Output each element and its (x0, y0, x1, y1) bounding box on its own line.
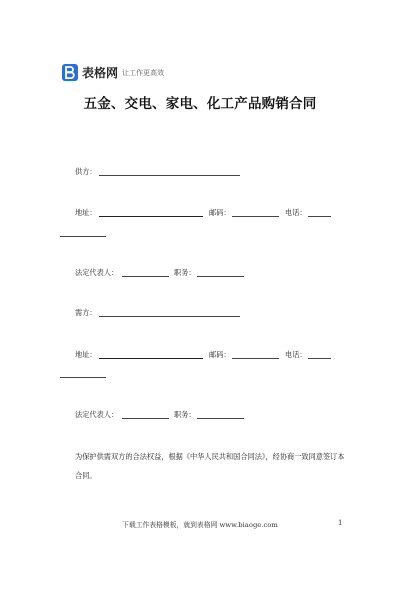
supplier-blank[interactable] (99, 175, 240, 176)
buyer-postcode-blank[interactable] (232, 358, 279, 359)
supplier-label: 供方： (75, 167, 97, 176)
supplier-rep-blank[interactable] (122, 276, 169, 277)
supplier-phone-label: 电话： (285, 208, 307, 217)
buyer-title-label: 职务： (174, 410, 196, 419)
supplier-address-blank[interactable] (99, 216, 203, 217)
buyer-phone-label: 电话： (285, 350, 307, 359)
brand-name: 表格网 (82, 66, 119, 80)
page-number: 1 (338, 519, 343, 527)
buyer-label: 需方： (75, 308, 97, 317)
buyer-phone-blank[interactable] (308, 358, 331, 359)
contract-preamble: 为保护供需双方的合法权益，根据《中华人民共和国合同法》，经协商一致同意签订本合同。 (75, 452, 345, 480)
buyer-rep-label: 法定代表人： (75, 410, 119, 419)
buyer-rep-blank[interactable] (122, 418, 169, 419)
buyer-phone-blank-cont[interactable] (60, 377, 106, 378)
buyer-postcode-label: 邮码： (209, 350, 231, 359)
page-title: 五金、交电、家电、化工产品购销合同 (83, 96, 317, 112)
supplier-rep-label: 法定代表人： (75, 268, 119, 277)
buyer-title-blank[interactable] (197, 418, 244, 419)
supplier-title-label: 职务： (174, 268, 196, 277)
supplier-phone-blank-cont[interactable] (60, 236, 106, 237)
brand-slogan: 让工作更高效 (122, 69, 164, 77)
supplier-postcode-label: 邮码： (209, 208, 231, 217)
supplier-phone-blank[interactable] (308, 216, 331, 217)
buyer-address-blank[interactable] (99, 358, 203, 359)
logo-icon (62, 64, 78, 81)
supplier-postcode-blank[interactable] (232, 216, 279, 217)
footer-text: 下载工作表格模板，就到表格网 www.biaoge.com (122, 521, 278, 529)
supplier-address-label: 地址： (75, 208, 97, 217)
buyer-address-label: 地址： (75, 350, 97, 359)
supplier-title-blank[interactable] (197, 276, 244, 277)
buyer-blank[interactable] (99, 316, 240, 317)
